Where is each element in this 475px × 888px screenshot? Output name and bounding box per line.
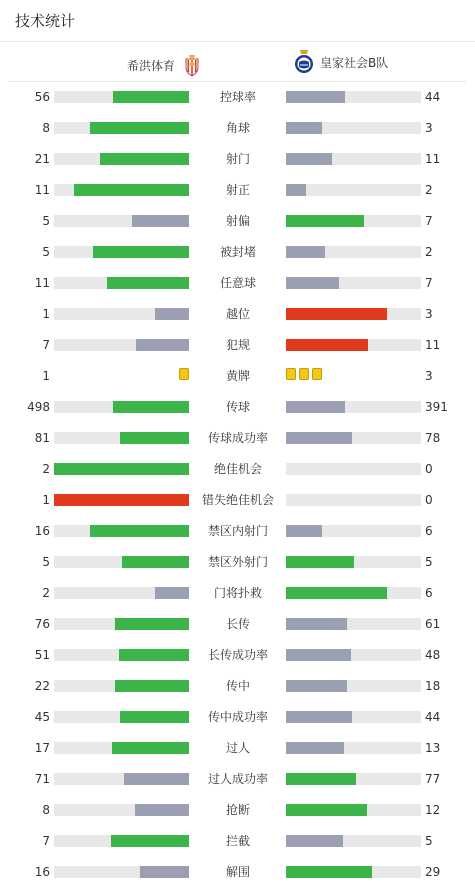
away-stat-bar-fill <box>286 401 345 413</box>
home-stat-bar-fill <box>155 587 189 599</box>
home-stat-value: 7 <box>42 834 50 848</box>
away-stat-value: 3 <box>425 369 433 383</box>
home-stat-value: 45 <box>34 710 50 724</box>
stat-row <box>0 113 475 144</box>
home-stat-bar <box>54 587 189 599</box>
home-stat-bar-fill <box>136 339 189 351</box>
stat-row <box>0 237 475 268</box>
away-stat-bar <box>286 835 421 847</box>
away-stat-bar <box>286 91 421 103</box>
stat-label: 控球率 <box>219 90 256 104</box>
home-stat-value: 76 <box>34 617 50 631</box>
away-stat-value: 29 <box>425 865 441 879</box>
stat-label: 射偏 <box>225 214 250 228</box>
away-stat-bar <box>286 587 421 599</box>
away-stat-bar <box>286 153 421 165</box>
stat-row <box>0 330 475 361</box>
away-stat-value: 61 <box>425 617 441 631</box>
stat-label: 传中 <box>225 679 250 693</box>
home-stat-bar-fill <box>107 277 189 289</box>
home-stat-bar <box>54 649 189 661</box>
away-stat-value: 44 <box>425 710 441 724</box>
home-stat-bar <box>54 804 189 816</box>
away-stat-bar-fill <box>286 184 306 196</box>
home-stat-bar-fill <box>119 649 189 661</box>
stat-label: 传球成功率 <box>207 431 268 445</box>
home-stat-bar <box>54 215 189 227</box>
stat-label: 任意球 <box>219 276 256 290</box>
away-stat-value: 77 <box>425 772 441 786</box>
stat-label: 传中成功率 <box>207 710 268 724</box>
home-stat-bar <box>54 277 189 289</box>
home-stat-value: 16 <box>34 865 50 879</box>
home-stat-bar-fill <box>90 525 189 537</box>
stat-label: 犯规 <box>225 338 250 352</box>
away-stat-bar-fill <box>286 773 356 785</box>
home-stat-bar-fill <box>113 401 189 413</box>
home-stat-bar <box>54 680 189 692</box>
away-stat-bar <box>286 525 421 537</box>
away-team[interactable] <box>292 49 388 75</box>
home-stat-bar-fill <box>111 835 189 847</box>
stat-row <box>0 392 475 423</box>
home-stat-bar <box>54 401 189 413</box>
stat-label: 禁区外射门 <box>207 555 268 569</box>
home-stat-bar <box>54 463 189 475</box>
away-stat-bar-fill <box>286 804 367 816</box>
home-stat-value: 16 <box>34 524 50 538</box>
home-stat-bar-fill <box>90 122 189 134</box>
stat-label: 射正 <box>225 183 250 197</box>
away-stat-value: 48 <box>425 648 441 662</box>
away-stat-value: 391 <box>425 400 448 414</box>
away-stat-bar <box>286 711 421 723</box>
home-stat-bar-fill <box>120 711 189 723</box>
sporting-gijon-crest-icon <box>184 53 200 77</box>
stat-label: 黄牌 <box>225 369 250 383</box>
away-yellow-cards <box>286 368 322 380</box>
home-stat-value: 5 <box>42 245 50 259</box>
yellow-card-icon <box>312 368 322 380</box>
home-stat-bar-fill <box>124 773 189 785</box>
home-stat-value: 21 <box>34 152 50 166</box>
away-stat-value: 12 <box>425 803 441 817</box>
away-stat-bar <box>286 866 421 878</box>
home-stat-bar <box>54 866 189 878</box>
away-stat-bar-fill <box>286 835 343 847</box>
away-stat-bar-fill <box>286 153 332 165</box>
home-stat-value: 8 <box>42 803 50 817</box>
home-stat-value: 1 <box>42 369 50 383</box>
teams-bar <box>8 41 466 82</box>
home-stat-value: 51 <box>34 648 50 662</box>
home-stat-value: 498 <box>27 400 50 414</box>
away-stat-bar-fill <box>286 339 368 351</box>
home-stat-value: 1 <box>42 307 50 321</box>
yellow-card-icon <box>179 368 189 380</box>
home-stat-bar <box>54 91 189 103</box>
home-stat-bar <box>54 339 189 351</box>
stat-label: 绝佳机会 <box>213 462 262 476</box>
away-stat-bar <box>286 401 421 413</box>
home-stat-bar-fill <box>112 742 189 754</box>
stat-label: 传球 <box>225 400 250 414</box>
home-stat-value: 8 <box>42 121 50 135</box>
home-stat-bar <box>54 184 189 196</box>
yellow-card-icon <box>286 368 296 380</box>
stats-list <box>0 82 475 888</box>
away-stat-bar <box>286 246 421 258</box>
home-stat-bar-fill <box>135 804 189 816</box>
home-stat-value: 7 <box>42 338 50 352</box>
away-stat-value: 0 <box>425 462 433 476</box>
stat-row <box>0 516 475 547</box>
away-stat-value: 5 <box>425 834 433 848</box>
home-stat-bar <box>54 494 189 506</box>
away-stat-value: 3 <box>425 121 433 135</box>
away-stat-bar <box>286 804 421 816</box>
home-stat-value: 5 <box>42 214 50 228</box>
home-stat-bar-fill <box>115 618 189 630</box>
home-stat-bar <box>54 835 189 847</box>
stat-label: 射门 <box>225 152 250 166</box>
away-stat-bar-fill <box>286 587 387 599</box>
away-stat-bar <box>286 432 421 444</box>
away-stat-value: 7 <box>425 276 433 290</box>
home-stat-value: 56 <box>34 90 50 104</box>
stat-label: 过人 <box>225 741 250 755</box>
home-stat-bar-fill <box>100 153 189 165</box>
home-stat-value: 22 <box>34 679 50 693</box>
home-stat-bar-fill <box>115 680 189 692</box>
away-stat-value: 0 <box>425 493 433 507</box>
home-stat-value: 11 <box>34 276 50 290</box>
away-stat-bar-fill <box>286 866 372 878</box>
away-stat-value: 11 <box>425 338 441 352</box>
away-stat-bar-fill <box>286 432 352 444</box>
stat-label: 角球 <box>225 121 250 135</box>
stat-row <box>0 733 475 764</box>
stat-row <box>0 671 475 702</box>
away-stat-value: 2 <box>425 183 433 197</box>
home-stat-bar <box>54 556 189 568</box>
home-stat-value: 2 <box>42 462 50 476</box>
home-stat-value: 71 <box>34 772 50 786</box>
stat-row <box>0 764 475 795</box>
stat-row <box>0 82 475 113</box>
stat-row <box>0 640 475 671</box>
stat-label: 门将扑救 <box>213 586 262 600</box>
stat-row <box>0 144 475 175</box>
away-stat-bar <box>286 556 421 568</box>
stat-row <box>0 485 475 516</box>
home-stat-bar <box>54 742 189 754</box>
stat-row <box>0 268 475 299</box>
stat-row <box>0 454 475 485</box>
home-stat-bar <box>54 246 189 258</box>
stat-row <box>0 547 475 578</box>
stat-label: 过人成功率 <box>207 772 268 786</box>
away-stat-bar <box>286 742 421 754</box>
stats-header <box>0 0 475 42</box>
home-stat-bar <box>54 618 189 630</box>
home-stat-value: 1 <box>42 493 50 507</box>
home-stat-bar-fill <box>120 432 189 444</box>
home-stat-bar-fill <box>113 91 189 103</box>
stat-row <box>0 826 475 857</box>
away-stat-bar-fill <box>286 711 352 723</box>
home-stat-bar-fill <box>132 215 189 227</box>
home-stat-bar <box>54 153 189 165</box>
away-stat-bar <box>286 463 421 475</box>
away-stat-value: 13 <box>425 741 441 755</box>
stat-label: 抢断 <box>225 803 250 817</box>
away-stat-bar-fill <box>286 649 351 661</box>
away-stat-value: 5 <box>425 555 433 569</box>
home-stat-bar-fill <box>74 184 189 196</box>
home-stat-bar <box>54 308 189 320</box>
home-stat-value: 5 <box>42 555 50 569</box>
away-stat-bar <box>286 649 421 661</box>
away-stat-bar-fill <box>286 742 344 754</box>
home-stat-bar <box>54 432 189 444</box>
stat-row <box>0 795 475 826</box>
away-stat-bar-fill <box>286 618 347 630</box>
home-stat-value: 17 <box>34 741 50 755</box>
away-stat-value: 2 <box>425 245 433 259</box>
stat-row <box>0 175 475 206</box>
away-stat-bar <box>286 680 421 692</box>
stat-label: 长传 <box>225 617 250 631</box>
away-stat-bar <box>286 122 421 134</box>
away-stat-value: 7 <box>425 214 433 228</box>
home-stat-bar-fill <box>93 246 189 258</box>
page-title: 技术统计 <box>15 12 76 30</box>
stat-label: 拦截 <box>225 834 250 848</box>
home-stat-value: 81 <box>34 431 50 445</box>
home-stat-bar-fill <box>122 556 190 568</box>
home-stat-bar <box>54 773 189 785</box>
stat-row <box>0 423 475 454</box>
home-stat-value: 11 <box>34 183 50 197</box>
stat-row <box>0 361 475 392</box>
home-stat-bar <box>54 525 189 537</box>
away-stat-bar-fill <box>286 91 345 103</box>
away-stat-bar <box>286 277 421 289</box>
away-stat-bar-fill <box>286 525 322 537</box>
stat-row <box>0 857 475 888</box>
home-stat-bar-fill <box>155 308 189 320</box>
stat-row <box>0 206 475 237</box>
home-stat-bar <box>54 711 189 723</box>
away-stat-bar-fill <box>286 215 364 227</box>
home-team-name: 希洪体育 <box>126 58 175 73</box>
away-stat-bar-fill <box>286 246 325 258</box>
away-stat-value: 6 <box>425 586 433 600</box>
away-stat-value: 44 <box>425 90 441 104</box>
away-stat-value: 11 <box>425 152 441 166</box>
stat-label: 禁区内射门 <box>207 524 268 538</box>
stat-row <box>0 609 475 640</box>
away-stat-bar <box>286 184 421 196</box>
stat-label: 错失绝佳机会 <box>201 493 274 507</box>
away-stat-bar-fill <box>286 277 339 289</box>
stat-row <box>0 299 475 330</box>
stat-row <box>0 578 475 609</box>
stat-label: 长传成功率 <box>207 648 268 662</box>
away-stat-bar <box>286 308 421 320</box>
away-stat-bar-fill <box>286 556 354 568</box>
away-stat-value: 78 <box>425 431 441 445</box>
home-stat-bar <box>54 122 189 134</box>
home-stat-bar-fill <box>54 463 189 475</box>
home-stat-value: 2 <box>42 586 50 600</box>
away-team-name: 皇家社会B队 <box>320 55 389 70</box>
away-stat-bar <box>286 215 421 227</box>
home-yellow-cards <box>179 368 189 380</box>
stat-label: 解围 <box>225 865 250 879</box>
away-stat-bar <box>286 339 421 351</box>
real-sociedad-crest-icon <box>292 49 316 75</box>
home-stat-bar-fill <box>54 494 189 506</box>
home-team[interactable] <box>127 53 200 77</box>
away-stat-value: 18 <box>425 679 441 693</box>
away-stat-bar-fill <box>286 122 322 134</box>
away-stat-bar <box>286 773 421 785</box>
home-stat-bar-fill <box>140 866 189 878</box>
stat-label: 被封堵 <box>219 245 256 259</box>
away-stat-value: 6 <box>425 524 433 538</box>
stat-row <box>0 702 475 733</box>
away-stat-bar <box>286 494 421 506</box>
away-stat-value: 3 <box>425 307 433 321</box>
away-stat-bar-fill <box>286 308 387 320</box>
yellow-card-icon <box>299 368 309 380</box>
away-stat-bar-fill <box>286 680 347 692</box>
stat-label: 越位 <box>225 307 250 321</box>
away-stat-bar <box>286 618 421 630</box>
